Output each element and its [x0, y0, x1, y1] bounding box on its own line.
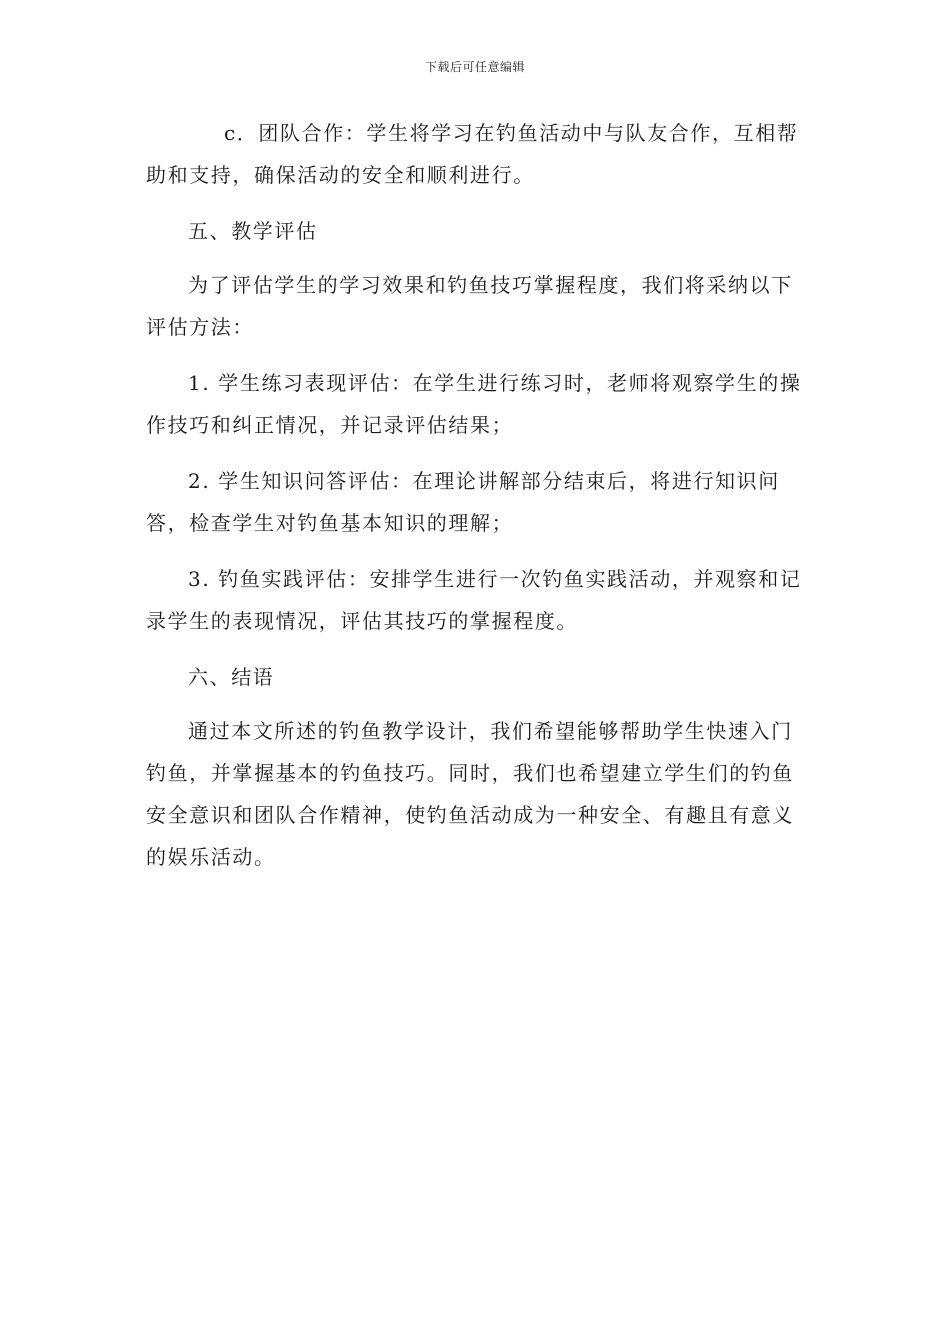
- list-item-knowledge-quiz: 2. 学生知识问答评估：在理论讲解部分结束后，将进行知识问答，检查学生对钓鱼基本知识的理解；: [146, 469, 780, 535]
- section-heading-evaluation: 五、教学评估: [188, 219, 318, 243]
- paragraph-evaluation-intro: 为了评估学生的学习效果和钓鱼技巧掌握程度，我们将采纳以下评估方法：: [146, 273, 793, 339]
- section-heading-conclusion: 六、结语: [188, 665, 275, 689]
- list-item-fishing-practice: 3. 钓鱼实践评估：安排学生进行一次钓鱼实践活动，并观察和记录学生的表现情况，评估其技巧的掌握程度。: [146, 567, 802, 633]
- document-body: [146, 112, 806, 892]
- paragraph-conclusion: 通过本文所述的钓鱼教学设计，我们希望能够帮助学生快速入门钓鱼，并掌握基本的钓鱼技巧。同时，我们也希望建立学生们的钓鱼安全意识和团队合作精神，使钓鱼活动成为一种安全、有趣且有意义的娱乐活动。: [146, 719, 794, 869]
- page-header-note: 下载后可任意编辑: [424, 60, 525, 74]
- list-item-practice-evaluation: 1. 学生练习表现评估：在学生进行练习时，老师将观察学生的操作技巧和纠正情况，并记录评估结果；: [146, 371, 802, 437]
- paragraph-team-cooperation: c．团队合作：学生将学习在钓鱼活动中与队友合作，互相帮助和支持，确保活动的安全和顺利进行。: [146, 121, 799, 187]
